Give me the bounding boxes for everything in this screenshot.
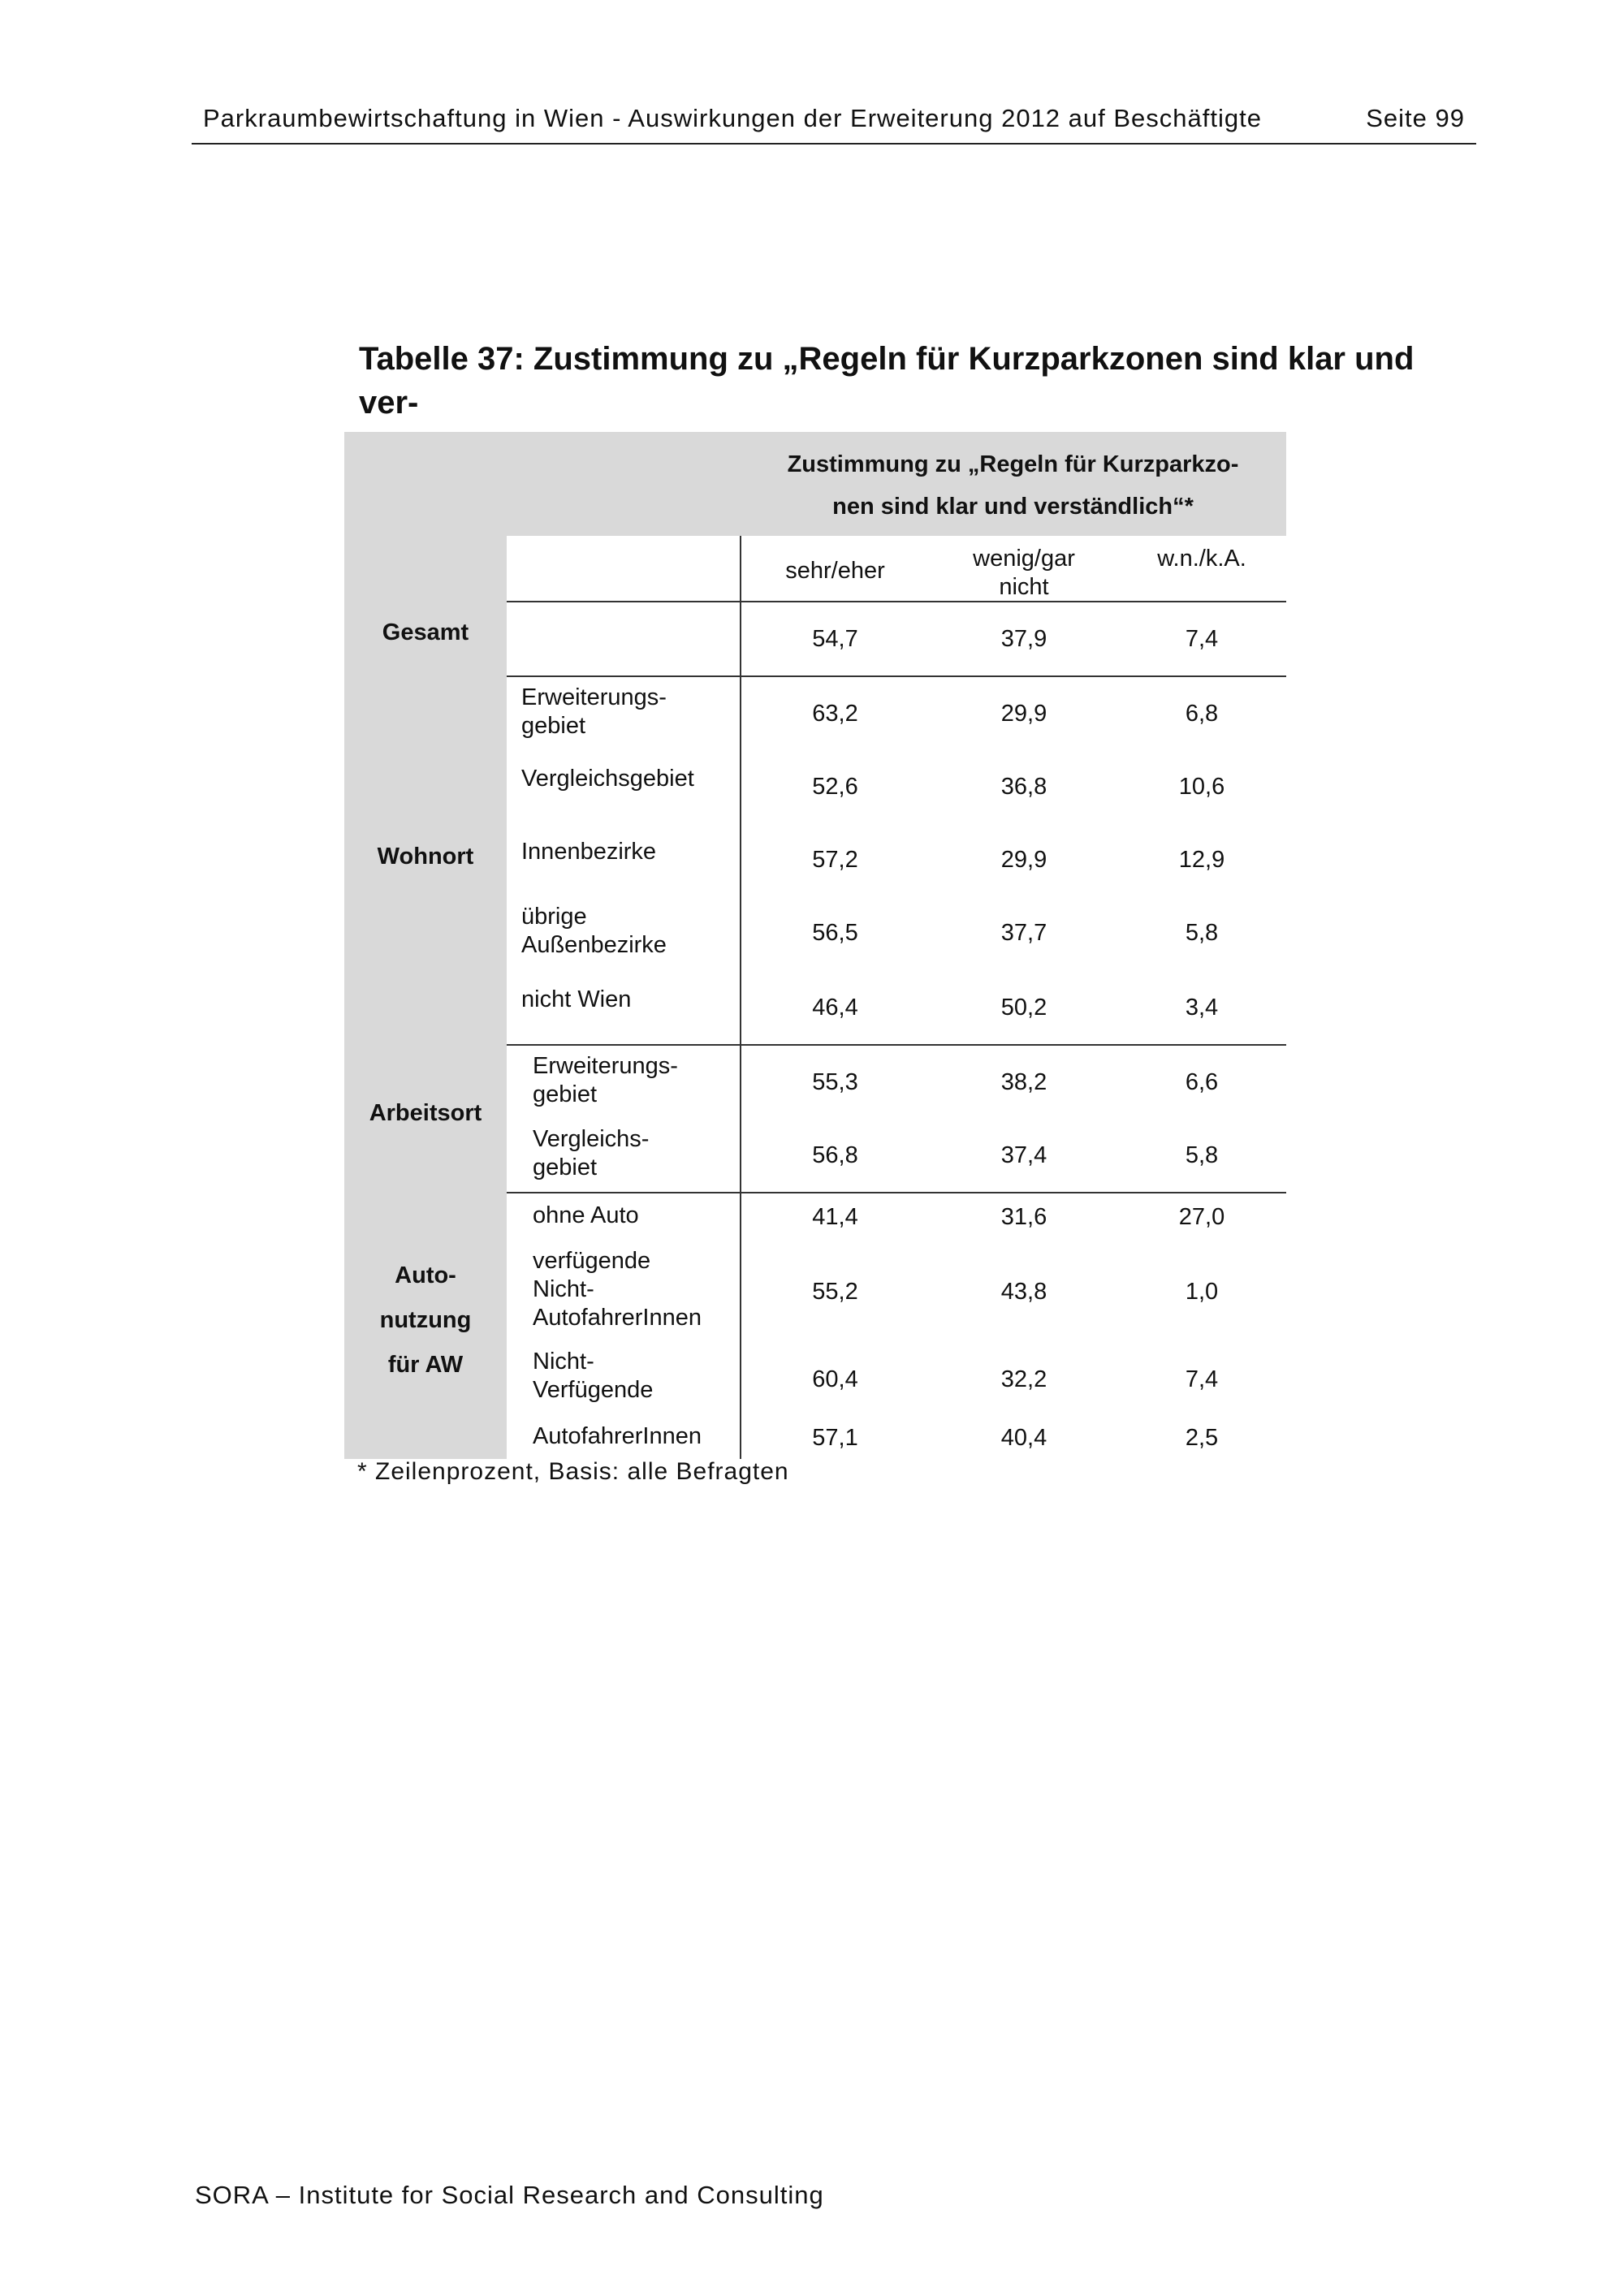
row-label-line-1: Erweiterungs- <box>533 1053 678 1079</box>
cell-wenig-gar-nicht: 37,7 <box>1000 920 1047 946</box>
row-label-line-2: Außenbezirke <box>521 932 667 958</box>
group-label-wohnort: Wohnort <box>377 844 474 870</box>
rule-under-total <box>507 675 1286 677</box>
cell-sehr-eher: 55,2 <box>812 1279 858 1305</box>
row-label: ohne Auto <box>533 1202 639 1228</box>
group-label-auto-line-3: für AW <box>387 1352 464 1378</box>
cell-sehr-eher: 63,2 <box>812 701 858 727</box>
cell-sehr-eher: 56,8 <box>812 1142 858 1168</box>
header-question-line-2: nen sind klar und verständlich“* <box>832 494 1194 520</box>
cell-wenig-gar-nicht: 37,4 <box>1000 1142 1047 1168</box>
row-label-line-2: gebiet <box>533 1081 598 1107</box>
row-label: Innenbezirke <box>521 839 657 865</box>
row-label-line-1: verfügende <box>533 1248 651 1274</box>
row-label-line-2: Verfügende <box>533 1377 654 1403</box>
col-header-wn-ka: w.n./k.A. <box>1157 546 1246 572</box>
cell-wn-ka: 6,8 <box>1185 701 1219 727</box>
group-label-arbeitsort: Arbeitsort <box>369 1100 482 1126</box>
cell-wn-ka: 5,8 <box>1185 1142 1219 1168</box>
col-header-sehr-eher: sehr/eher <box>785 558 885 584</box>
page-number: Seite 99 <box>1366 104 1465 132</box>
cell-wn-ka: 7,4 <box>1185 626 1219 652</box>
group-label-auto-line-2: nutzung <box>379 1307 472 1333</box>
col-header-wenig-gar-nicht <box>931 545 1117 602</box>
page-footer: SORA – Institute for Social Research and Consulting <box>195 2181 824 2209</box>
group-label-auto-line-1: Auto- <box>395 1262 456 1288</box>
cell-sehr-eher: 54,7 <box>812 626 858 652</box>
row-label <box>521 684 736 740</box>
caption-line-1: Tabelle 37: Zustimmung zu „Regeln für Kurzparkzonen sind klar und ver- <box>359 341 1415 421</box>
cell-sehr-eher: 41,4 <box>812 1204 858 1230</box>
cell-sehr-eher: 52,6 <box>812 774 858 800</box>
cell-wenig-gar-nicht: 50,2 <box>1000 995 1047 1021</box>
row-label: AutofahrerInnen <box>533 1423 702 1449</box>
row-label-line-1: Vergleichs- <box>533 1126 650 1152</box>
cell-wn-ka: 5,8 <box>1185 920 1219 946</box>
cell-wenig-gar-nicht: 29,9 <box>1000 847 1047 873</box>
header-title: Parkraumbewirtschaftung in Wien - Auswirkungen der Erweiterung 2012 auf Beschäftigte <box>203 104 1262 132</box>
row-label <box>521 903 736 960</box>
header-question-line-1: Zustimmung zu „Regeln für Kurzparkzo- <box>787 451 1239 477</box>
row-label <box>533 1052 740 1109</box>
row-label <box>533 1125 740 1182</box>
row-label-line-2: gebiet <box>533 1154 598 1180</box>
table-footnote: * Zeilenprozent, Basis: alle Befragten <box>357 1458 789 1485</box>
rule-under-header <box>507 601 1286 602</box>
cell-wn-ka: 3,4 <box>1185 995 1219 1021</box>
row-label-line-2: Nicht- <box>533 1276 594 1302</box>
cell-wn-ka: 27,0 <box>1178 1204 1225 1230</box>
cell-wenig-gar-nicht: 31,6 <box>1000 1204 1047 1230</box>
page-header <box>192 101 1476 145</box>
cell-sehr-eher: 57,1 <box>812 1425 858 1451</box>
cell-wenig-gar-nicht: 32,2 <box>1000 1366 1047 1392</box>
cell-wenig-gar-nicht: 43,8 <box>1000 1279 1047 1305</box>
cell-wn-ka: 10,6 <box>1178 774 1225 800</box>
group-label-autonutzung <box>344 1254 507 1388</box>
cell-wenig-gar-nicht: 37,9 <box>1000 626 1047 652</box>
cell-wn-ka: 1,0 <box>1185 1279 1219 1305</box>
data-table <box>344 432 1286 1459</box>
cell-sehr-eher: 56,5 <box>812 920 858 946</box>
cell-sehr-eher: 60,4 <box>812 1366 858 1392</box>
group-label-gesamt: Gesamt <box>382 619 469 645</box>
row-label: Vergleichsgebiet <box>521 766 694 792</box>
col-header-wenig-line-2: nicht <box>999 574 1049 600</box>
row-label-line-2: gebiet <box>521 713 586 739</box>
cell-sehr-eher: 46,4 <box>812 995 858 1021</box>
row-label <box>533 1247 740 1332</box>
header-question <box>740 443 1286 528</box>
cell-wn-ka: 7,4 <box>1185 1366 1219 1392</box>
row-label-line-1: Nicht- <box>533 1349 594 1375</box>
cell-wenig-gar-nicht: 38,2 <box>1000 1069 1047 1095</box>
row-label-line-3: AutofahrerInnen <box>533 1305 702 1331</box>
row-label: nicht Wien <box>521 986 632 1012</box>
cell-wn-ka: 12,9 <box>1178 847 1225 873</box>
cell-wn-ka: 2,5 <box>1185 1425 1219 1451</box>
col-header-wenig-line-1: wenig/gar <box>973 546 1075 572</box>
cell-wenig-gar-nicht: 29,9 <box>1000 701 1047 727</box>
rule-under-wohnort <box>507 1044 1286 1046</box>
cell-sehr-eher: 57,2 <box>812 847 858 873</box>
cell-wenig-gar-nicht: 40,4 <box>1000 1425 1047 1451</box>
cell-wenig-gar-nicht: 36,8 <box>1000 774 1047 800</box>
row-label-line-1: übrige <box>521 904 587 930</box>
row-label <box>533 1348 740 1405</box>
row-label-line-1: Erweiterungs- <box>521 684 667 710</box>
cell-sehr-eher: 55,3 <box>812 1069 858 1095</box>
cell-wn-ka: 6,6 <box>1185 1069 1219 1095</box>
rule-under-arbeitsort <box>507 1192 1286 1193</box>
